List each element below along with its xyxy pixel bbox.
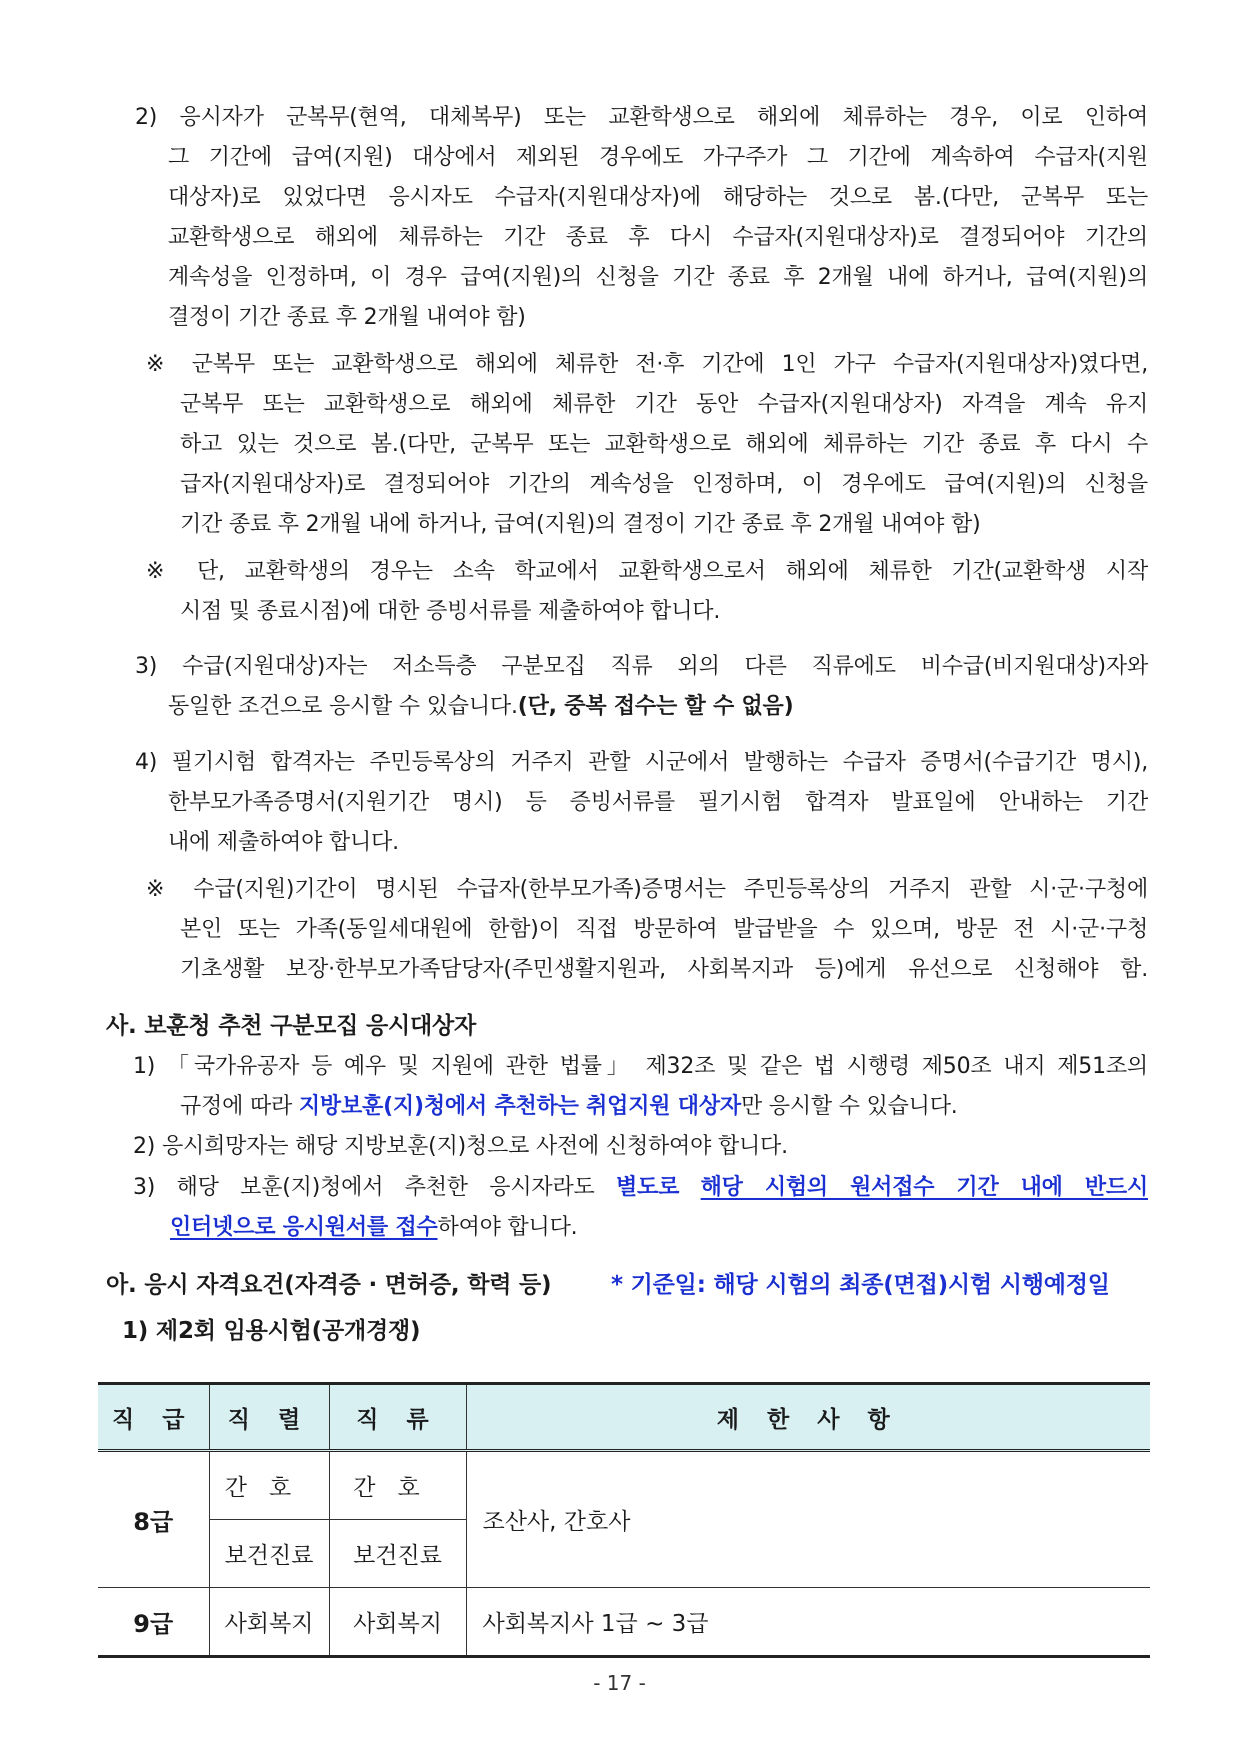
para4-line3: 내에 제출하여야 합니다. <box>168 830 399 855</box>
para3-line2-note: (단, 중복 접수는 할 수 없음) <box>517 694 794 719</box>
para4-line2: 한부모가족증명서(지원기간 명시) 등 증빙서류를 필기시험 합격자 발표일에 안내하는 기간 <box>168 790 1148 815</box>
table-row <box>98 1588 1150 1657</box>
cell-field-nursing: 간호 <box>329 1451 466 1520</box>
section-a-heading: 아. 응시 자격요건(자격증 · 면허증, 학력 등) <box>106 1272 552 1298</box>
para2-line5: 계속성을 인정하며, 이 경우 급여(지원)의 신청을 기간 종료 후 2개월 내에 하거나, 급여(지원)의 <box>168 265 1148 290</box>
header-restriction: 제 한 사 항 <box>466 1384 1150 1451</box>
sa-item3-text-a: 3) 해당 보훈(지)청에서 추천한 응시자라도 <box>133 1175 616 1200</box>
para2-line4: 교환학생으로 해외에 체류하는 기간 종료 후 다시 수급자(지원대상자)로 결정되어야 기간의 <box>168 225 1148 250</box>
sa-item3-emphasis-online: 인터넷으로 응시원서를 접수 <box>170 1215 438 1240</box>
sa-item2: 2) 응시희망자는 해당 지방보훈(지)청으로 사전에 신청하여야 합니다. <box>133 1134 788 1159</box>
sa-item3-text-end: 하여야 합니다. <box>437 1215 578 1240</box>
header-grade: 직 급 <box>98 1384 209 1451</box>
cell-series-nursing: 간호 <box>209 1451 329 1520</box>
sa-item3-emphasis-separately: 별도로 <box>616 1175 680 1200</box>
section-sa-heading: 사. 보훈청 추천 구분모집 응시대상자 <box>106 1013 477 1039</box>
note3-line2: 본인 또는 가족(동일세대원에 한함)이 직접 방문하여 발급받을 수 있으며, 방문 전 시·군·구청 <box>180 917 1148 942</box>
para3-line1: 3) 수급(지원대상)자는 저소득층 구분모집 직류 외의 다른 직류에도 비수급(비지원대상)자와 <box>135 654 1148 679</box>
note3-line3: 기초생활 보장·한부모가족담당자(주민생활지원과, 사회복지과 등)에게 유선으로 신청해야 함. <box>180 957 1148 982</box>
para4-line1: 4) 필기시험 합격자는 주민등록상의 거주지 관할 시군에서 발행하는 수급자 증명서(수급기간 명시), <box>135 750 1148 775</box>
note1-line5: 기간 종료 후 2개월 내에 하거나, 급여(지원)의 결정이 기간 종료 후 2개월 내여야 함) <box>180 512 981 537</box>
sa-item1-text-c: 만 응시할 수 있습니다. <box>740 1094 958 1119</box>
cell-restriction-8: 조산사, 간호사 <box>466 1451 1150 1588</box>
cell-restriction-9: 사회복지사 1급 ~ 3급 <box>466 1588 1150 1657</box>
para2-line2: 그 기간에 급여(지원) 대상에서 제외된 경우에도 가구주가 그 기간에 계속하여 수급자(지원 <box>168 145 1148 170</box>
page-number: - 17 - <box>593 1671 646 1695</box>
note3-line1: ※ 수급(지원)기간이 명시된 수급자(한부모가족)증명서는 주민등록상의 거주지 관할 시·군·구청에 <box>146 877 1148 902</box>
note1-line1: ※ 군복무 또는 교환학생으로 해외에 체류한 전·후 기간에 1인 가구 수급자(지원대상자)였다면, <box>146 352 1148 377</box>
sa-item1-line2 <box>180 1092 958 1122</box>
requirements-table <box>98 1382 1150 1658</box>
cell-series-social-welfare: 사회복지 <box>209 1588 329 1657</box>
note1-line3: 하고 있는 것으로 봄.(다만, 군복무 또는 교환학생으로 해외에 체류하는 기간 종료 후 다시 수 <box>180 432 1148 457</box>
cell-field-health-care: 보건진료 <box>329 1520 466 1588</box>
header-series: 직 렬 <box>209 1384 329 1451</box>
table-row <box>98 1451 1150 1520</box>
para3-line2 <box>168 692 793 722</box>
sa-item3-space <box>679 1175 700 1200</box>
para3-line2-text: 동일한 조건으로 응시할 수 있습니다. <box>168 694 518 719</box>
section-a-basis-date: * 기준일: 해당 시험의 최종(면접)시험 시행예정일 <box>611 1272 1110 1298</box>
sa-item1-line1: 1) 「국가유공자 등 예우 및 지원에 관한 법률」 제32조 및 같은 법 시행령 제50조 내지 제51조의 <box>133 1054 1148 1079</box>
para2-line6: 결정이 기간 종료 후 2개월 내여야 함) <box>168 305 526 330</box>
cell-field-social-welfare: 사회복지 <box>329 1588 466 1657</box>
sa-item1-emphasis: 지방보훈(지)청에서 추천하는 취업지원 대상자 <box>298 1094 741 1119</box>
para2-line3: 대상자)로 있었다면 응시자도 수급자(지원대상자)에 해당하는 것으로 봄.(다만, 군복무 또는 <box>168 185 1148 210</box>
sa-item3-line2 <box>170 1213 577 1243</box>
note1-line2: 군복무 또는 교환학생으로 해외에 체류한 기간 동안 수급자(지원대상자) 자격을 계속 유지 <box>180 392 1148 417</box>
note2-line1: ※ 단, 교환학생의 경우는 소속 학교에서 교환학생으로서 해외에 체류한 기간(교환학생 시작 <box>146 559 1148 584</box>
header-field: 직 류 <box>329 1384 466 1451</box>
section-a-sub1: 1) 제2회 임용시험(공개경쟁) <box>122 1318 421 1344</box>
sa-item3-emphasis-period: 해당 시험의 원서접수 기간 내에 반드시 <box>700 1175 1148 1200</box>
table-header-row <box>98 1384 1150 1451</box>
cell-grade-9: 9급 <box>98 1588 209 1657</box>
note1-line4: 급자(지원대상자)로 결정되어야 기간의 계속성을 인정하며, 이 경우에도 급여(지원)의 신청을 <box>180 472 1148 497</box>
cell-grade-8: 8급 <box>98 1451 209 1588</box>
sa-item1-text-a: 규정에 따라 <box>180 1094 299 1119</box>
para2-line1: 2) 응시자가 군복무(현역, 대체복무) 또는 교환학생으로 해외에 체류하는 경우, 이로 인하여 <box>135 105 1148 130</box>
sa-item3-line1 <box>133 1173 1148 1203</box>
note2-line2: 시점 및 종료시점)에 대한 증빙서류를 제출하여야 합니다. <box>180 599 721 624</box>
cell-series-health-care: 보건진료 <box>209 1520 329 1588</box>
